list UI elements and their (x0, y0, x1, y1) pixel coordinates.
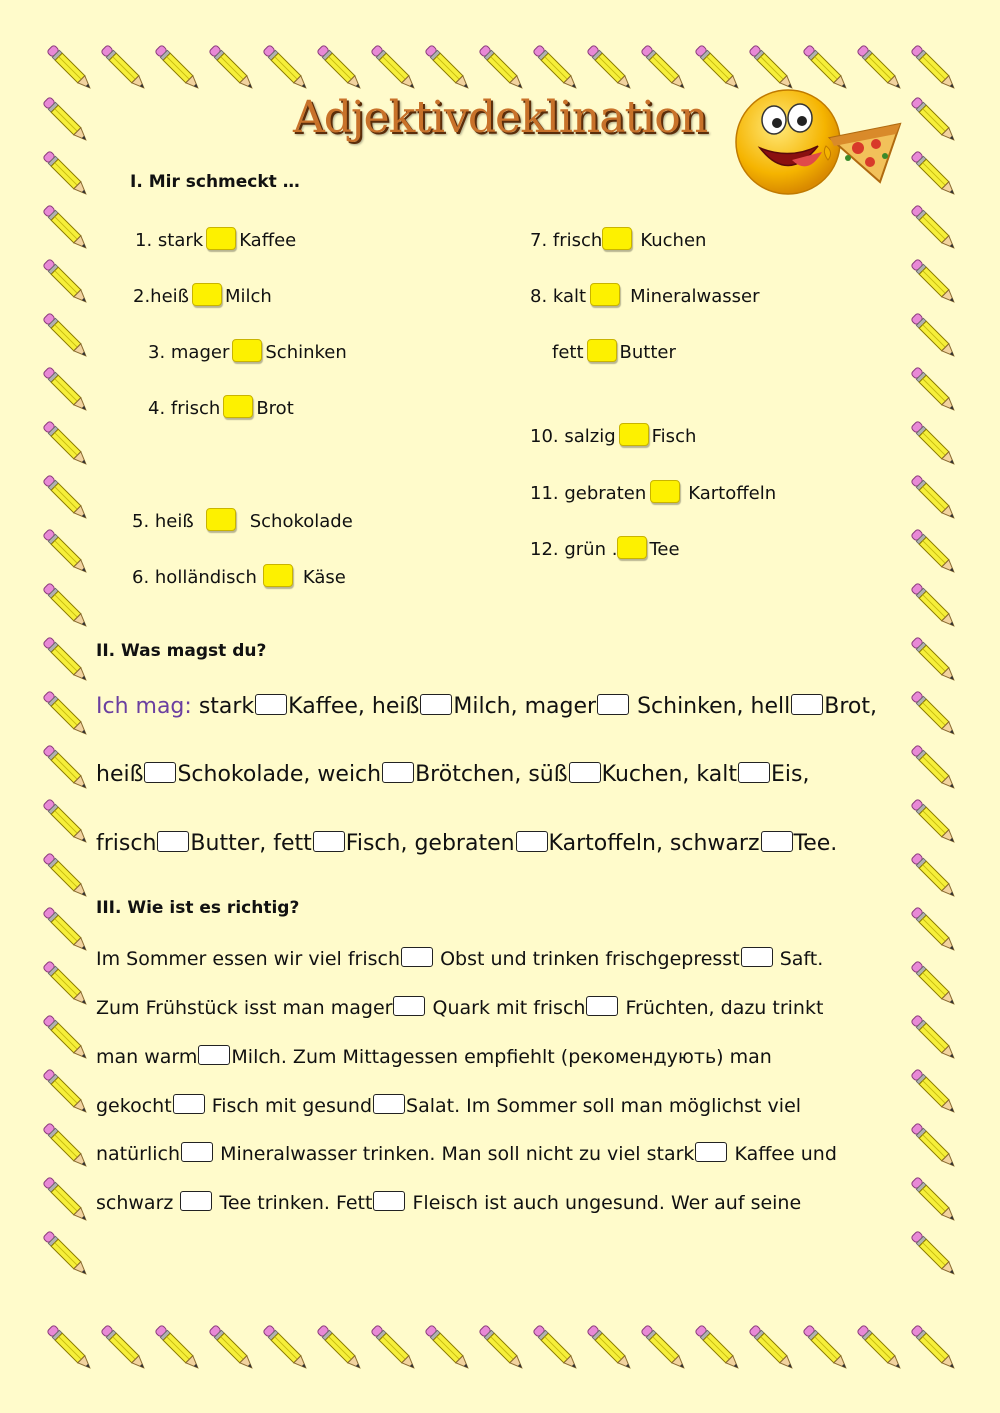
lead-text: Ich mag: (96, 694, 192, 719)
text-segment: Butter, fett (190, 831, 312, 856)
item-noun: Kuchen (640, 230, 707, 251)
pencil-icon (911, 367, 958, 414)
answer-blank[interactable] (617, 536, 647, 559)
pencil-icon (911, 45, 958, 92)
exercise-1-item (530, 423, 696, 447)
item-noun: Brot (256, 398, 294, 419)
pencil-icon (911, 637, 958, 684)
exercise-1-item (530, 283, 760, 307)
item-prefix: 11. gebraten (530, 483, 647, 504)
exercise-2-line (96, 694, 877, 719)
pencil-icon (533, 45, 580, 92)
answer-blank[interactable] (181, 1142, 213, 1162)
pencil-icon (911, 799, 958, 846)
section-3-heading: III. Wie ist es richtig? (96, 898, 300, 918)
item-noun: Kartoffeln (688, 483, 777, 504)
pencil-icon (43, 1015, 90, 1062)
text-segment: Quark mit frisch (432, 997, 586, 1019)
exercise-3-line (96, 1045, 772, 1068)
pencil-icon (209, 1325, 256, 1372)
answer-blank[interactable] (373, 1191, 405, 1211)
item-noun: Milch (225, 286, 272, 307)
pencil-icon (43, 961, 90, 1008)
item-noun: Schokolade (249, 511, 353, 532)
answer-blank[interactable] (516, 831, 548, 852)
text-segment: Fleisch ist auch ungesund. Wer auf seine (412, 1192, 802, 1214)
pencil-icon (425, 1325, 472, 1372)
pencil-icon (263, 45, 310, 92)
item-prefix: 1. stark (135, 230, 204, 251)
pencil-icon (911, 1231, 958, 1278)
pencil-icon (43, 691, 90, 738)
answer-blank[interactable] (393, 996, 425, 1016)
pencil-icon (587, 45, 634, 92)
pencil-icon (911, 151, 958, 198)
answer-blank[interactable] (695, 1142, 727, 1162)
pencil-icon (47, 1325, 94, 1372)
pencil-icon (209, 45, 256, 92)
pencil-icon (371, 45, 418, 92)
pencil-icon (263, 1325, 310, 1372)
answer-blank[interactable] (157, 831, 189, 852)
exercise-1-item (135, 227, 296, 251)
text-segment: Kaffee, heiß (288, 694, 420, 719)
item-prefix: 2.heiß (133, 286, 189, 307)
item-prefix: 3. mager (148, 342, 230, 363)
answer-blank[interactable] (420, 694, 452, 715)
text-segment: man warm (96, 1046, 198, 1068)
answer-blank[interactable] (590, 283, 620, 306)
pencil-icon (587, 1325, 634, 1372)
item-prefix: fett (552, 342, 584, 363)
exercise-3-line (96, 1094, 801, 1117)
exercise-2-line (96, 762, 809, 787)
answer-blank[interactable] (401, 947, 433, 967)
answer-blank[interactable] (223, 395, 253, 418)
answer-blank[interactable] (255, 694, 287, 715)
pencil-icon (43, 1231, 90, 1278)
text-segment: heiß (96, 762, 144, 787)
text-segment: Eis, (770, 762, 810, 787)
answer-blank[interactable] (587, 339, 617, 362)
item-noun: Fisch (651, 426, 697, 447)
pencil-icon (317, 45, 364, 92)
pencil-icon (911, 583, 958, 630)
text-segment: Milch, mager (453, 694, 597, 719)
answer-blank[interactable] (173, 1094, 205, 1114)
answer-blank[interactable] (569, 762, 601, 783)
pencil-icon (155, 45, 202, 92)
pencil-icon (749, 45, 796, 92)
pencil-icon (857, 45, 904, 92)
pencil-icon (101, 45, 148, 92)
exercise-3-line (96, 1191, 801, 1214)
answer-blank[interactable] (144, 762, 176, 783)
text-segment: Mineralwasser trinken. Man soll nicht zu viel stark (220, 1143, 695, 1165)
text-segment: Obst und trinken frischgepresst (440, 948, 740, 970)
pencil-icon (911, 529, 958, 576)
answer-blank[interactable] (198, 1045, 230, 1065)
answer-blank[interactable] (382, 762, 414, 783)
exercise-2-line (96, 831, 837, 856)
pencil-icon (43, 1177, 90, 1224)
exercise-1-item (530, 227, 706, 251)
answer-blank[interactable] (206, 508, 236, 531)
text-segment: natürlich (96, 1143, 181, 1165)
pencil-icon (911, 1325, 958, 1372)
pencil-icon (641, 45, 688, 92)
pencil-icon (857, 1325, 904, 1372)
text-segment: Fisch mit gesund (211, 1095, 373, 1117)
item-prefix: 12. grün . (530, 539, 618, 560)
answer-blank[interactable] (650, 480, 680, 503)
item-noun: Mineralwasser (630, 286, 760, 307)
item-noun: Tee (649, 539, 680, 560)
pencil-icon (43, 1069, 90, 1116)
text-segment: Salat. Im Sommer soll man möglichst viel (406, 1095, 802, 1117)
answer-blank[interactable] (373, 1094, 405, 1114)
item-prefix: 10. salzig (530, 426, 616, 447)
answer-blank[interactable] (192, 283, 222, 306)
pencil-icon (911, 691, 958, 738)
exercise-1-item (552, 339, 676, 363)
text-segment: Im Sommer essen wir viel frisch (96, 948, 401, 970)
item-prefix: 4. frisch (148, 398, 221, 419)
section-2-heading: II. Was magst du? (96, 641, 267, 661)
page-title: Adjektivdeklination (292, 92, 708, 143)
pencil-icon (43, 529, 90, 576)
text-segment: Zum Frühstück isst man mager (96, 997, 393, 1019)
exercise-1-item (530, 536, 680, 560)
item-noun: Käse (302, 567, 346, 588)
text-segment: Tee trinken. Fett (219, 1192, 373, 1214)
pencil-icon (43, 583, 90, 630)
text-segment: stark (198, 694, 255, 719)
text-segment: Saft. (779, 948, 824, 970)
item-prefix: 6. holländisch (132, 567, 257, 588)
text-segment: Brötchen, süß (415, 762, 568, 787)
pencil-icon (43, 853, 90, 900)
item-prefix: 7. frisch (530, 230, 603, 251)
text-segment: Schokolade, weich (177, 762, 382, 787)
pencil-icon (911, 421, 958, 468)
pencil-icon (695, 1325, 742, 1372)
text-segment: Brot, (824, 694, 877, 719)
pencil-icon (911, 745, 958, 792)
pencil-icon (911, 475, 958, 522)
pencil-icon (371, 1325, 418, 1372)
text-segment: Schinken, hell (637, 694, 791, 719)
exercise-1-item (132, 508, 353, 532)
pencil-icon (911, 313, 958, 360)
exercise-1-item (132, 564, 346, 588)
smiley-pizza-icon (730, 86, 910, 196)
pencil-icon (47, 45, 94, 92)
pencil-icon (911, 1069, 958, 1116)
pencil-icon (911, 259, 958, 306)
pencil-icon (43, 799, 90, 846)
pencil-icon (803, 45, 850, 92)
text-segment: Kartoffeln, schwarz (548, 831, 760, 856)
pencil-icon (43, 475, 90, 522)
pencil-icon (911, 907, 958, 954)
exercise-1-item (148, 339, 347, 363)
pencil-icon (101, 1325, 148, 1372)
pencil-icon (911, 1123, 958, 1170)
pencil-icon (43, 313, 90, 360)
pencil-icon (803, 1325, 850, 1372)
pencil-icon (911, 1015, 958, 1062)
exercise-1-item (133, 283, 272, 307)
text-segment: Tee. (793, 831, 838, 856)
pencil-icon (533, 1325, 580, 1372)
text-segment: frisch (96, 831, 157, 856)
pencil-icon (749, 1325, 796, 1372)
answer-blank[interactable] (180, 1191, 212, 1211)
pencil-icon (425, 45, 472, 92)
item-prefix: 8. kalt (530, 286, 587, 307)
text-segment: schwarz (96, 1192, 174, 1214)
answer-blank[interactable] (738, 762, 770, 783)
pencil-icon (317, 1325, 364, 1372)
pencil-icon (43, 421, 90, 468)
text-segment: Früchten, dazu trinkt (625, 997, 824, 1019)
exercise-3-line (96, 947, 823, 970)
pencil-icon (911, 961, 958, 1008)
text-segment: Fisch, gebraten (345, 831, 515, 856)
pencil-icon (155, 1325, 202, 1372)
answer-blank[interactable] (761, 831, 793, 852)
answer-blank[interactable] (791, 694, 823, 715)
exercise-3-line (96, 1142, 837, 1165)
text-segment: Milch. Zum Mittagessen empfiehlt (рекомендують) man (231, 1046, 772, 1068)
pencil-icon (43, 745, 90, 792)
pencil-icon (641, 1325, 688, 1372)
answer-blank[interactable] (263, 564, 293, 587)
exercise-3-line (96, 996, 823, 1019)
answer-blank[interactable] (741, 947, 773, 967)
answer-blank[interactable] (313, 831, 345, 852)
pencil-icon (43, 151, 90, 198)
pencil-icon (695, 45, 742, 92)
item-noun: Kaffee (239, 230, 297, 251)
pencil-icon (911, 853, 958, 900)
text-segment: Kaffee und (734, 1143, 837, 1165)
answer-blank[interactable] (597, 694, 629, 715)
pencil-icon (911, 205, 958, 252)
pencil-icon (43, 367, 90, 414)
answer-blank[interactable] (232, 339, 262, 362)
pencil-icon (43, 1123, 90, 1170)
answer-blank[interactable] (206, 227, 236, 250)
answer-blank[interactable] (586, 996, 618, 1016)
pencil-icon (43, 259, 90, 306)
answer-blank[interactable] (619, 423, 649, 446)
item-noun: Butter (619, 342, 676, 363)
pencil-icon (911, 1177, 958, 1224)
section-1-heading: I. Mir schmeckt … (130, 172, 300, 192)
pencil-icon (479, 45, 526, 92)
text-segment: Kuchen, kalt (601, 762, 737, 787)
exercise-1-item (530, 480, 776, 504)
text-segment: gekocht (96, 1095, 172, 1117)
pencil-icon (479, 1325, 526, 1372)
item-prefix: 5. heiß (132, 511, 194, 532)
pencil-icon (43, 907, 90, 954)
pencil-icon (43, 637, 90, 684)
exercise-1-item (148, 395, 294, 419)
pencil-icon (43, 205, 90, 252)
answer-blank[interactable] (602, 227, 632, 250)
item-noun: Schinken (265, 342, 347, 363)
